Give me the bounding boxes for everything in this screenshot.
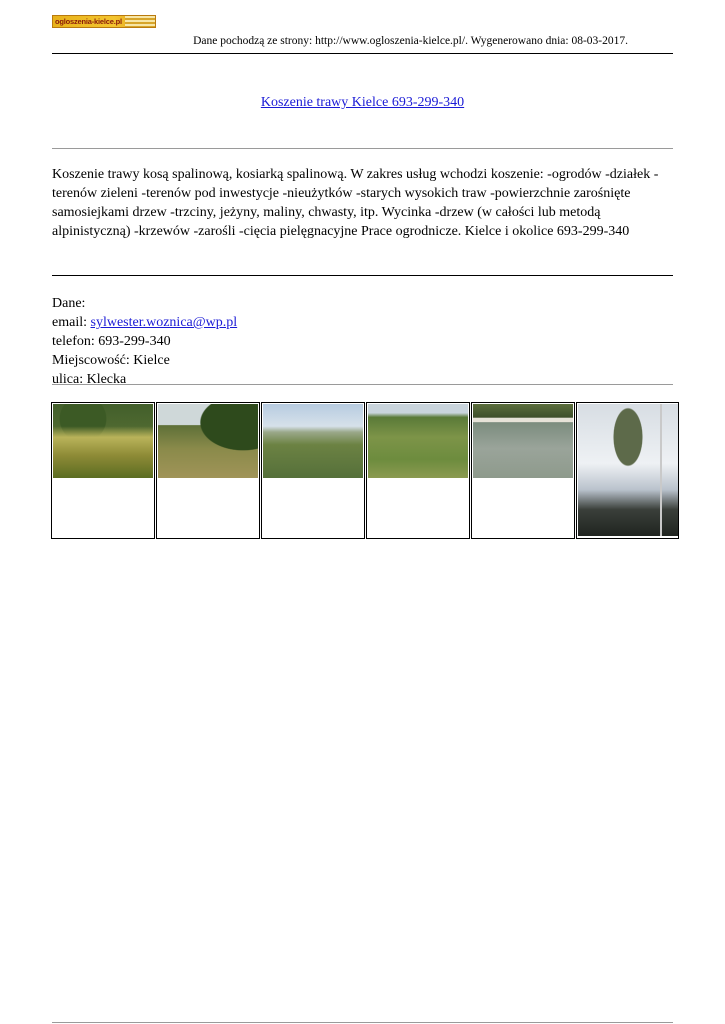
photo-field	[263, 404, 363, 478]
description-divider	[52, 275, 673, 276]
photo-gallery	[51, 402, 674, 539]
email-row	[52, 313, 237, 332]
listing-description: Koszenie trawy kosą spalinową, kosiarką spalinową. W zakres usług wchodzi koszenie: -ogrodów -działek -terenów zieleni -terenów pod inwestycje -nieużytków -starych wysokich traw -powierzchnie zarośnięte samosiejkami drzew -trzciny, jeżyny, maliny, chwasty, itp. Wycinka -drzew (w całości lub metodą alpinistyczną) -krzewów -zarośli -cięcia pielęgnacyjne Prace ogrodnicze. Kielce i okolice 693-299-340	[52, 167, 659, 239]
gallery-thumb[interactable]	[156, 402, 260, 539]
photo-cut-grass	[473, 404, 573, 478]
details-heading: Dane:	[52, 296, 86, 311]
phone-row: telefon: 693-299-340	[52, 334, 171, 349]
footer-divider	[52, 1022, 673, 1023]
logo-text: ogloszenia-kielce.pl	[55, 17, 122, 26]
email-label: email:	[52, 315, 91, 330]
listing-title-link[interactable]: Koszenie trawy Kielce 693-299-340	[260, 95, 465, 110]
gallery-thumb[interactable]	[261, 402, 365, 539]
gallery-thumb[interactable]	[51, 402, 155, 539]
logo-decoration	[125, 16, 155, 27]
contact-details	[52, 294, 237, 389]
gallery-thumb[interactable]	[471, 402, 575, 539]
gallery-thumb[interactable]	[366, 402, 470, 539]
photo-mowed-lot	[158, 404, 258, 478]
street-row: ulica: Klecka	[52, 372, 127, 387]
photo-tree-cutting	[578, 404, 678, 536]
title-divider	[52, 148, 673, 149]
source-line: Dane pochodzą ze strony: http://www.ogloszenia-kielce.pl/. Wygenerowano dnia: 08-03-2017.	[193, 35, 628, 47]
email-link[interactable]: sylwester.woznica@wp.pl	[90, 315, 238, 330]
photo-green-meadow	[368, 404, 468, 478]
site-logo	[52, 15, 156, 28]
photo-tall-grass	[53, 404, 153, 478]
city-row: Miejscowość: Kielce	[52, 353, 170, 368]
gallery-thumb[interactable]	[576, 402, 679, 539]
details-divider	[52, 384, 673, 385]
header-divider	[52, 53, 673, 54]
